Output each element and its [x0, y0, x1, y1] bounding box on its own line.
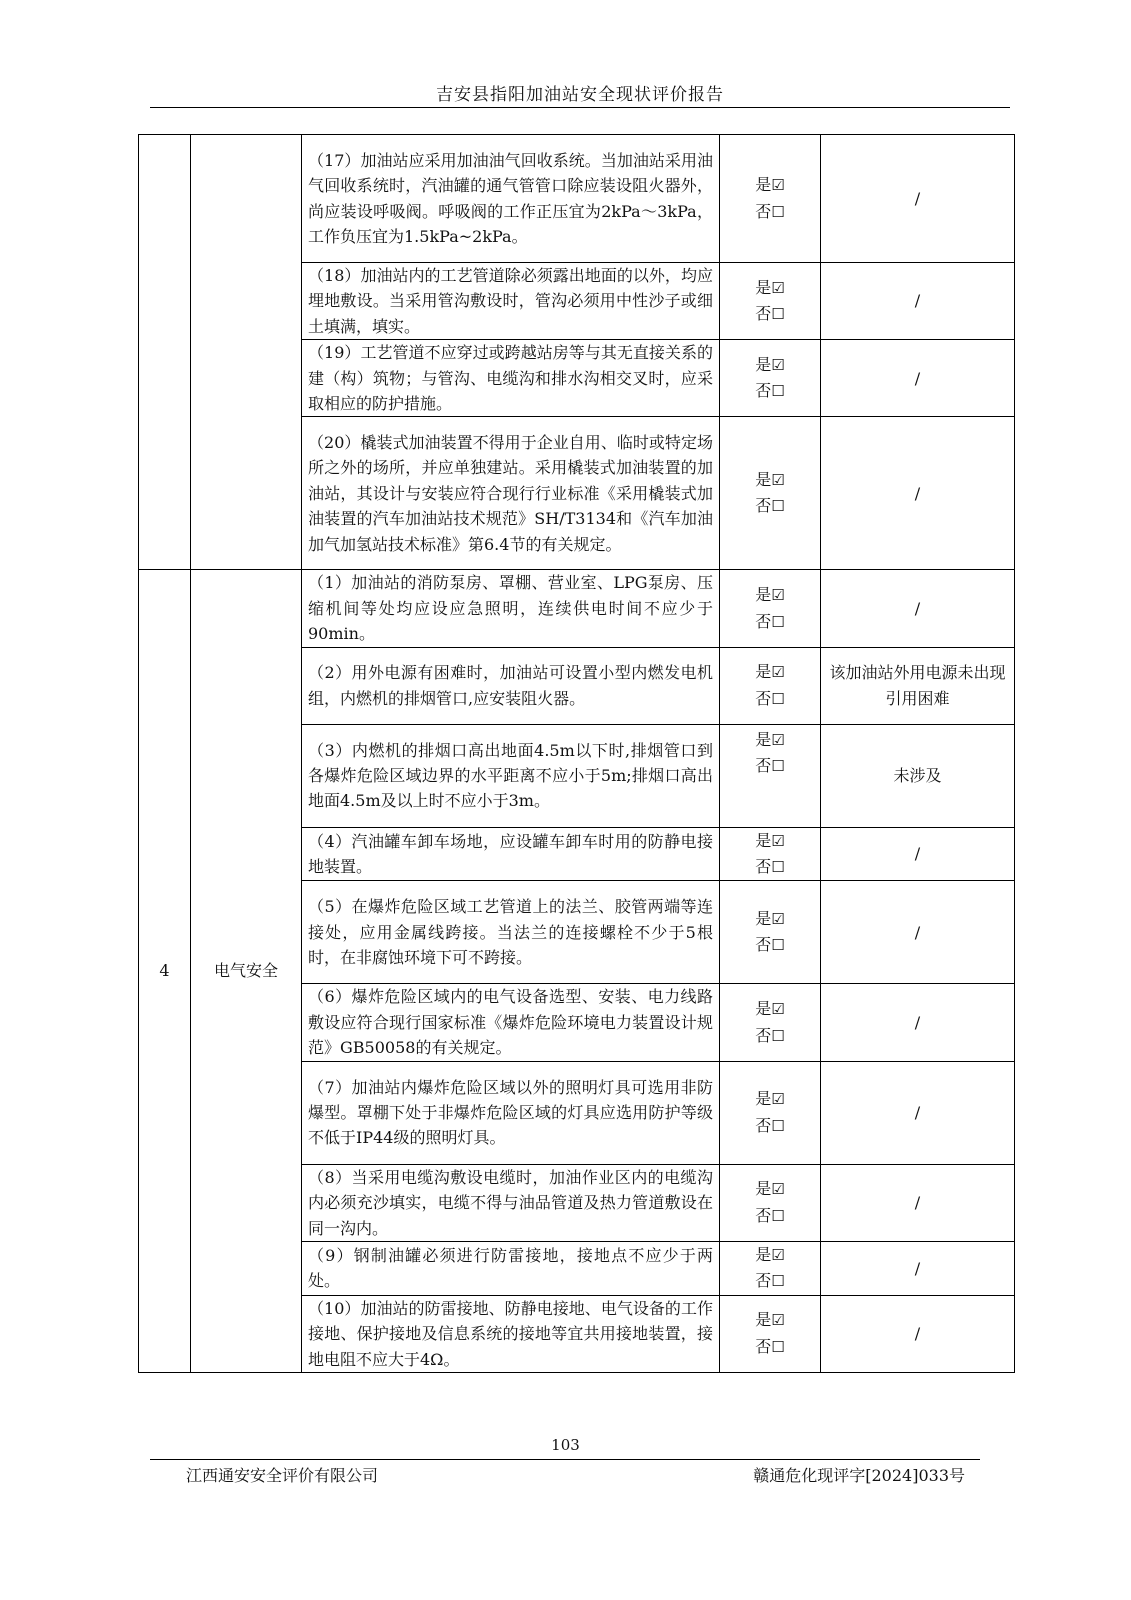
result-cell: [720, 263, 821, 340]
result-yes: 是☑: [755, 175, 785, 195]
checked-box-icon: ☑: [771, 730, 785, 749]
result-yes: 是☑: [755, 1310, 785, 1330]
unchecked-box-icon: ☐: [771, 1026, 785, 1045]
remark-text: /: [821, 417, 1015, 570]
requirement-text: （17）加油站应采用加油油气回收系统。当加油站采用油气回收系统时，汽油罐的通气管管口除应装设阻火器外，尚应装设呼吸阀。呼吸阀的工作正压宜为2kPa～3kPa，工作负压宜为1.5kPa~2kPa。: [302, 135, 720, 263]
result-cell: [720, 984, 821, 1061]
remark-text: /: [821, 1164, 1015, 1241]
requirement-text: （7）加油站内爆炸危险区域以外的照明灯具可选用非防爆型。罩棚下处于非爆炸危险区域的灯具应选用防护等级不低于IP44级的照明灯具。: [302, 1061, 720, 1164]
row-number-cell-empty: [139, 135, 191, 570]
result-no: 否☐: [755, 688, 785, 708]
section-number: 4: [139, 570, 191, 1373]
requirement-text: （2）用外电源有困难时，加油站可设置小型内燃发电机组，内燃机的排烟管口,应安装阻火器。: [302, 647, 720, 724]
unchecked-box-icon: ☐: [771, 1206, 785, 1225]
requirement-text: （1）加油站的消防泵房、罩棚、营业室、LPG泵房、压缩机间等处均应设应急照明，连续供电时间不应少于90min。: [302, 570, 720, 647]
checklist-table: [138, 134, 1015, 1373]
result-yes: 是☑: [755, 354, 785, 374]
unchecked-box-icon: ☐: [771, 689, 785, 708]
result-yes: 是☑: [755, 1244, 785, 1264]
result-yes: 是☑: [755, 1089, 785, 1109]
result-cell: [720, 1295, 821, 1372]
result-no: 否☐: [755, 935, 785, 955]
remark-text: /: [821, 340, 1015, 417]
remark-text: 未涉及: [821, 724, 1015, 827]
unchecked-box-icon: ☐: [771, 757, 785, 776]
requirement-text: （8）当采用电缆沟敷设电缆时，加油作业区内的电缆沟内必须充沙填实，电缆不得与油品管道及热力管道敷设在同一沟内。: [302, 1164, 720, 1241]
result-no: 否☐: [755, 1025, 785, 1045]
requirement-text: （18）加油站内的工艺管道除必须露出地面的以外，均应埋地敷设。当采用管沟敷设时，管沟必须用中性沙子或细土填满，填实。: [302, 263, 720, 340]
requirement-text: （6）爆炸危险区域内的电气设备选型、安装、电力线路敷设应符合现行国家标准《爆炸危险环境电力装置设计规范》GB50058的有关规定。: [302, 984, 720, 1061]
checklist-body: [139, 135, 1015, 1373]
checked-box-icon: ☑: [771, 278, 785, 297]
unchecked-box-icon: ☐: [771, 305, 785, 324]
remark-text: /: [821, 1061, 1015, 1164]
remark-text: /: [821, 1295, 1015, 1372]
checked-box-icon: ☑: [771, 831, 785, 850]
footer-doc-code: 赣通危化现评字[2024]033号: [753, 1466, 965, 1485]
remark-text: /: [821, 263, 1015, 340]
checked-box-icon: ☑: [771, 586, 785, 605]
result-no: 否☐: [755, 611, 785, 631]
requirement-text: （10）加油站的防雷接地、防静电接地、电气设备的工作接地、保护接地及信息系统的接地等宜共用接地装置，接地电阻不应大于4Ω。: [302, 1295, 720, 1372]
remark-text: 该加油站外用电源未出现引用困难: [821, 647, 1015, 724]
requirement-text: （4）汽油罐车卸车场地，应设罐车卸车时用的防静电接地装置。: [302, 827, 720, 881]
remark-text: /: [821, 827, 1015, 881]
requirement-text: （3）内燃机的排烟口高出地面4.5m以下时,排烟管口到各爆炸危险区域边界的水平距离不应小于5m;排烟口高出地面4.5m及以上时不应小于3m。: [302, 724, 720, 827]
checked-box-icon: ☑: [771, 910, 785, 929]
result-cell: [720, 647, 821, 724]
result-cell: [720, 1061, 821, 1164]
result-cell: [720, 135, 821, 263]
result-no: 否☐: [755, 1336, 785, 1356]
result-yes: 是☑: [755, 470, 785, 490]
table-row: [139, 135, 1015, 263]
result-yes: 是☑: [755, 662, 785, 682]
requirement-text: （20）橇装式加油装置不得用于企业自用、临时或特定场所之外的场所，并应单独建站。采用橇装式加油装置的加油站，其设计与安装应符合现行行业标准《采用橇装式加油装置的汽车加油站技术规范》SH/T3134和《汽车加油加气加氢站技术标准》第6.4节的有关规定。: [302, 417, 720, 570]
unchecked-box-icon: ☐: [771, 612, 785, 631]
result-yes: 是☑: [755, 277, 785, 297]
result-yes: 是☑: [755, 1179, 785, 1199]
result-yes: 是☑: [755, 729, 785, 749]
remark-text: /: [821, 570, 1015, 647]
checked-box-icon: ☑: [771, 1311, 785, 1330]
checked-box-icon: ☑: [771, 1180, 785, 1199]
table-row: [139, 570, 1015, 647]
result-no: 否☐: [755, 201, 785, 221]
checked-box-icon: ☑: [771, 355, 785, 374]
remark-text: /: [821, 984, 1015, 1061]
footer-company: 江西通安安全评价有限公司: [186, 1466, 379, 1485]
unchecked-box-icon: ☐: [771, 497, 785, 516]
result-yes: 是☑: [755, 830, 785, 850]
result-cell: [720, 340, 821, 417]
result-no: 否☐: [755, 756, 785, 776]
remark-text: /: [821, 1241, 1015, 1295]
remark-text: /: [821, 135, 1015, 263]
requirement-text: （5）在爆炸危险区域工艺管道上的法兰、胶管两端等连接处，应用金属线跨接。当法兰的连接螺栓不少于5根时，在非腐蚀环境下可不跨接。: [302, 881, 720, 984]
page-number: 103: [551, 1436, 580, 1454]
footer-rule: [150, 1459, 980, 1460]
result-no: 否☐: [755, 496, 785, 516]
checked-box-icon: ☑: [771, 1090, 785, 1109]
result-no: 否☐: [755, 1115, 785, 1135]
checked-box-icon: ☑: [771, 176, 785, 195]
result-no: 否☐: [755, 857, 785, 877]
requirement-text: （19）工艺管道不应穿过或跨越站房等与其无直接关系的建（构）筑物；与管沟、电缆沟和排水沟相交叉时，应采取相应的防护措施。: [302, 340, 720, 417]
page-header-title: 吉安县指阳加油站安全现状评价报告: [436, 85, 724, 105]
section-category: 电气安全: [191, 570, 302, 1373]
result-cell: [720, 1241, 821, 1295]
unchecked-box-icon: ☐: [771, 1337, 785, 1356]
result-cell: [720, 724, 821, 827]
unchecked-box-icon: ☐: [771, 858, 785, 877]
result-no: 否☐: [755, 1271, 785, 1291]
remark-text: /: [821, 881, 1015, 984]
result-cell: [720, 570, 821, 647]
header-rule: [150, 107, 1010, 108]
result-yes: 是☑: [755, 909, 785, 929]
result-cell: [720, 1164, 821, 1241]
unchecked-box-icon: ☐: [771, 202, 785, 221]
result-no: 否☐: [755, 381, 785, 401]
result-no: 否☐: [755, 304, 785, 324]
checked-box-icon: ☑: [771, 471, 785, 490]
result-cell: [720, 881, 821, 984]
unchecked-box-icon: ☐: [771, 936, 785, 955]
result-yes: 是☑: [755, 999, 785, 1019]
result-cell: [720, 827, 821, 881]
unchecked-box-icon: ☐: [771, 382, 785, 401]
requirement-text: （9）钢制油罐必须进行防雷接地，接地点不应少于两处。: [302, 1241, 720, 1295]
row-category-cell-empty: [191, 135, 302, 570]
checked-box-icon: ☑: [771, 663, 785, 682]
checked-box-icon: ☑: [771, 1000, 785, 1019]
result-no: 否☐: [755, 1205, 785, 1225]
checked-box-icon: ☑: [771, 1245, 785, 1264]
unchecked-box-icon: ☐: [771, 1272, 785, 1291]
result-yes: 是☑: [755, 585, 785, 605]
result-cell: [720, 417, 821, 570]
unchecked-box-icon: ☐: [771, 1116, 785, 1135]
